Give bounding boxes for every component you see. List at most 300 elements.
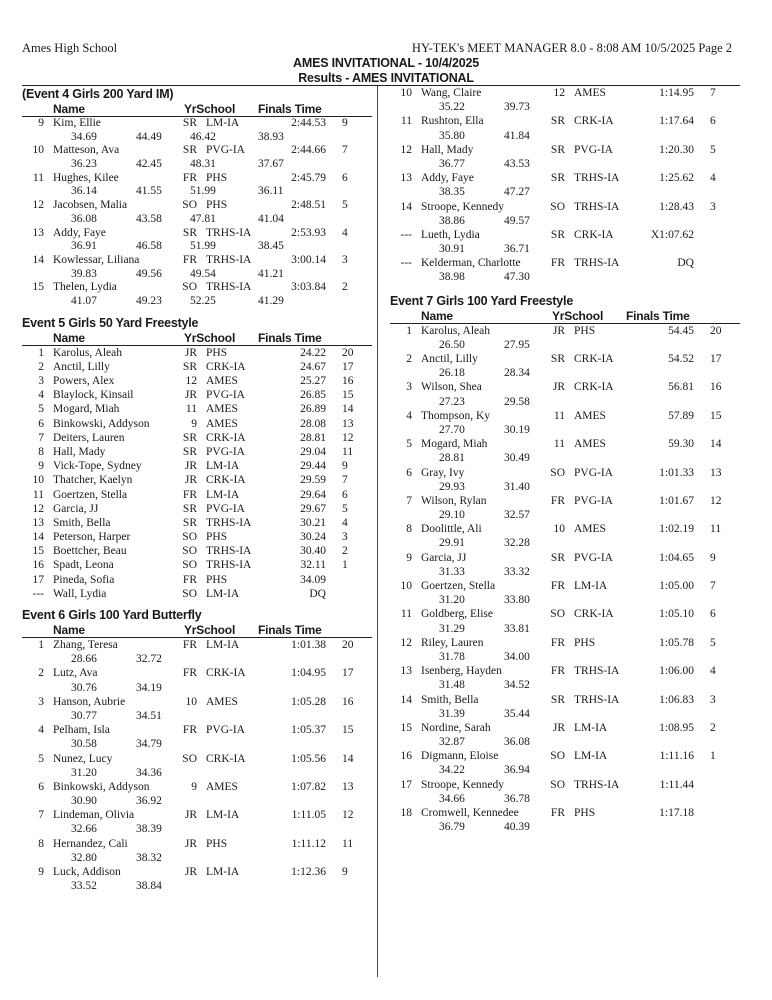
split-1: 41.07 <box>71 294 97 307</box>
result-row <box>390 636 740 650</box>
swimmer-name: Nunez, Lucy <box>53 752 113 765</box>
split-2: 40.39 <box>504 821 530 834</box>
finals-time: 1:11.05 <box>291 809 326 822</box>
year: JR <box>184 389 197 402</box>
year: 10 <box>553 523 565 536</box>
result-row <box>390 551 740 565</box>
points: 11 <box>342 837 354 850</box>
split-times <box>390 157 740 171</box>
swimmer-name: Lueth, Lydia <box>421 228 480 241</box>
event-block <box>22 86 372 309</box>
place: 15 <box>32 545 44 558</box>
school: LM-IA <box>206 488 240 501</box>
points: 3 <box>342 531 348 544</box>
swimmer-name: Addy, Faye <box>53 226 106 239</box>
points: 5 <box>710 143 716 156</box>
event-block <box>22 607 372 893</box>
split-3: 51.99 <box>190 185 216 198</box>
place: 14 <box>32 253 44 266</box>
finals-time: 1:05.56 <box>291 752 326 765</box>
swimmer-name: Stroope, Kennedy <box>421 200 505 213</box>
school: TRHS-IA <box>206 516 252 529</box>
finals-time: 1:06.83 <box>659 693 694 706</box>
points: 14 <box>342 752 354 765</box>
year: FR <box>182 488 197 501</box>
school: LM-IA <box>206 460 240 473</box>
finals-time: 1:28.43 <box>659 200 694 213</box>
finals-time: 29.64 <box>300 488 326 501</box>
split-3: 51.99 <box>190 240 216 253</box>
split-2: 36.08 <box>504 736 530 749</box>
split-2: 41.84 <box>504 129 530 142</box>
split-times <box>22 766 372 780</box>
split-1: 31.39 <box>439 707 465 720</box>
finals-time: 1:04.65 <box>659 551 694 564</box>
split-1: 31.33 <box>439 565 465 578</box>
split-3: 52.25 <box>190 294 216 307</box>
swimmer-name: Kowlessar, Liliana <box>53 253 140 266</box>
finals-time: 1:05.00 <box>659 580 694 592</box>
swimmer-name: Vick-Tope, Sydney <box>53 460 142 473</box>
split-times <box>390 338 740 352</box>
split-3: 46.42 <box>190 130 216 143</box>
swimmer-name: Thelen, Lydia <box>53 281 117 294</box>
split-4: 41.21 <box>258 267 284 280</box>
place: 1 <box>38 639 44 651</box>
split-4: 36.11 <box>258 185 284 198</box>
year: SR <box>550 353 565 365</box>
points: 7 <box>710 87 716 99</box>
split-4: 41.04 <box>258 212 284 225</box>
result-row <box>390 143 740 157</box>
year: FR <box>550 580 565 592</box>
result-row <box>22 865 372 879</box>
result-row <box>390 607 740 621</box>
split-2: 47.30 <box>504 271 530 284</box>
year: SR <box>550 115 565 128</box>
split-4: 41.29 <box>258 294 284 307</box>
points: 4 <box>342 226 348 239</box>
finals-time: DQ <box>677 257 694 270</box>
place: 9 <box>406 551 412 564</box>
school: LM-IA <box>206 587 240 600</box>
event-block <box>390 293 740 835</box>
result-row <box>22 254 372 268</box>
swimmer-name: Hernandez, Cali <box>53 837 128 850</box>
split-2: 34.36 <box>136 766 162 779</box>
swimmer-name: Karolus, Aleah <box>421 324 490 337</box>
swimmer-name: Powers, Alex <box>53 375 115 387</box>
split-2: 33.32 <box>504 565 530 578</box>
result-row <box>390 664 740 678</box>
finals-time: 1:07.82 <box>291 780 326 793</box>
split-2: 36.71 <box>504 243 530 256</box>
school: PVG-IA <box>206 445 245 458</box>
school: TRHS-IA <box>574 665 620 678</box>
column-header-finals-time: Finals Time <box>258 102 322 116</box>
year: SR <box>182 431 197 444</box>
split-4: 38.45 <box>258 240 284 253</box>
year: JR <box>184 346 197 359</box>
split-1: 35.80 <box>439 129 465 142</box>
school: TRHS-IA <box>574 200 620 213</box>
column-header-name: Name <box>53 330 85 345</box>
school: PHS <box>206 346 228 359</box>
place: 14 <box>32 531 44 544</box>
finals-time: 1:11.16 <box>659 750 694 763</box>
split-1: 31.29 <box>439 622 465 635</box>
school: LM-IA <box>574 750 608 763</box>
place: 13 <box>32 516 44 529</box>
split-1: 30.90 <box>71 795 97 808</box>
swimmer-name: Gray, Ivy <box>421 466 465 479</box>
result-row <box>22 573 372 587</box>
finals-time: 1:25.62 <box>659 172 694 185</box>
year: JR <box>552 381 565 394</box>
place: 15 <box>32 281 44 294</box>
split-times <box>390 423 740 437</box>
finals-time: 1:12.36 <box>291 866 326 878</box>
result-row <box>22 172 372 186</box>
school: AMES <box>206 403 238 416</box>
split-2: 33.80 <box>504 594 530 607</box>
school: TRHS-IA <box>574 778 620 791</box>
split-times <box>22 794 372 808</box>
points: 5 <box>342 199 348 212</box>
split-1: 30.76 <box>71 681 97 694</box>
points: 13 <box>342 780 354 793</box>
split-2: 34.00 <box>504 650 530 663</box>
split-times <box>390 185 740 199</box>
column-header-finals-time: Finals Time <box>258 330 322 345</box>
place: 14 <box>400 200 412 213</box>
points: 6 <box>342 171 348 184</box>
school: PHS <box>206 199 228 212</box>
split-times <box>22 879 372 893</box>
year: 10 <box>185 695 197 708</box>
school: LM-IA <box>574 580 608 592</box>
finals-time: 1:06.00 <box>659 665 694 678</box>
split-1: 36.91 <box>71 240 97 253</box>
points: 15 <box>710 409 722 422</box>
place: 12 <box>32 502 44 515</box>
place: 7 <box>38 431 44 444</box>
result-row <box>22 587 372 601</box>
split-times <box>390 763 740 777</box>
split-times <box>390 129 740 143</box>
swimmer-name: Rushton, Ella <box>421 115 484 128</box>
points: 17 <box>342 667 354 680</box>
year: JR <box>184 460 197 473</box>
school: PHS <box>206 531 228 544</box>
points: 2 <box>342 545 348 558</box>
swimmer-name: Garcia, JJ <box>421 551 467 564</box>
result-row <box>22 199 372 213</box>
split-2: 36.92 <box>136 795 162 808</box>
school: AMES <box>574 409 606 422</box>
school: PHS <box>206 171 228 184</box>
points: 3 <box>710 200 716 213</box>
place: 10 <box>32 144 44 157</box>
school: TRHS-IA <box>206 253 252 266</box>
school: TRHS-IA <box>206 281 252 294</box>
points: 6 <box>342 488 348 501</box>
split-2: 43.53 <box>504 157 530 170</box>
split-2: 39.73 <box>504 101 530 114</box>
year: 11 <box>553 409 565 422</box>
school: CRK-IA <box>206 752 246 765</box>
split-3: 47.81 <box>190 212 216 225</box>
split-2: 43.58 <box>136 212 162 225</box>
place: 8 <box>38 837 44 850</box>
year: FR <box>182 639 197 651</box>
finals-time: 1:02.19 <box>659 523 694 536</box>
swimmer-name: Pineda, Sofia <box>53 573 115 586</box>
finals-time: 2:45.79 <box>291 171 326 184</box>
result-row <box>22 473 372 487</box>
place: 8 <box>38 445 44 458</box>
school: CRK-IA <box>574 115 614 128</box>
finals-time: 3:03.84 <box>291 281 326 294</box>
split-times <box>22 268 372 282</box>
points: 17 <box>710 353 722 365</box>
swimmer-name: Isenberg, Hayden <box>421 665 502 678</box>
school: PVG-IA <box>206 389 245 402</box>
split-1: 39.83 <box>71 267 97 280</box>
result-row <box>22 516 372 530</box>
result-row <box>22 666 372 680</box>
finals-time: 1:05.37 <box>291 724 326 737</box>
school: AMES <box>574 87 606 99</box>
swimmer-name: Mogard, Miah <box>421 438 488 451</box>
school: LM-IA <box>206 117 240 129</box>
school: CRK-IA <box>574 608 614 621</box>
split-2: 42.45 <box>136 158 162 171</box>
split-times <box>390 242 740 256</box>
split-2: 29.58 <box>504 395 530 408</box>
split-times <box>390 820 740 834</box>
column-header-yrschool: YrSchool <box>184 623 236 637</box>
swimmer-name: Karolus, Aleah <box>53 346 122 359</box>
finals-time: 1:14.95 <box>659 87 694 99</box>
column-headers <box>390 309 740 324</box>
split-2: 28.34 <box>504 367 530 380</box>
result-row <box>22 544 372 558</box>
split-2: 38.39 <box>136 823 162 836</box>
finals-time: 1:11.44 <box>659 778 694 791</box>
place: 5 <box>406 438 412 451</box>
split-1: 30.91 <box>439 243 465 256</box>
column-header-yrschool: YrSchool <box>184 102 236 116</box>
split-1: 26.50 <box>439 338 465 351</box>
points: 3 <box>342 253 348 266</box>
split-2: 34.52 <box>504 679 530 692</box>
year: SR <box>182 226 197 239</box>
split-2: 49.56 <box>136 267 162 280</box>
split-1: 34.22 <box>439 764 465 777</box>
place: 6 <box>38 417 44 430</box>
place: 6 <box>38 780 44 793</box>
swimmer-name: Doolittle, Ali <box>421 523 482 536</box>
place: 13 <box>400 665 412 678</box>
split-times <box>22 822 372 836</box>
split-2: 31.40 <box>504 480 530 493</box>
school: CRK-IA <box>206 474 246 487</box>
swimmer-name: Kim, Ellie <box>53 117 101 129</box>
place: 2 <box>38 360 44 373</box>
place: 2 <box>38 667 44 680</box>
finals-time: 26.85 <box>300 389 326 402</box>
points: 9 <box>342 866 348 878</box>
finals-time: 1:17.18 <box>659 807 694 819</box>
split-2: 49.57 <box>504 214 530 227</box>
split-1: 28.66 <box>71 653 97 666</box>
year: SO <box>182 587 197 600</box>
result-row <box>390 806 740 820</box>
place: 16 <box>400 750 412 763</box>
split-1: 31.78 <box>439 650 465 663</box>
finals-time: 1:17.64 <box>659 115 694 128</box>
place: 6 <box>406 466 412 479</box>
points: 15 <box>342 389 354 402</box>
year: SR <box>550 228 565 241</box>
event-title: Event 7 Girls 100 Yard Freestyle <box>390 293 574 308</box>
split-1: 31.20 <box>439 594 465 607</box>
finals-time: DQ <box>309 587 326 600</box>
finals-time: 2:48.51 <box>291 199 326 212</box>
year: SO <box>550 750 565 763</box>
split-1: 30.77 <box>71 709 97 722</box>
year: SO <box>182 559 197 572</box>
school: PVG-IA <box>574 466 613 479</box>
year: SO <box>550 608 565 621</box>
year: SO <box>182 199 197 212</box>
split-times <box>22 709 372 723</box>
finals-time: 1:04.95 <box>291 667 326 680</box>
swimmer-name: Zhang, Teresa <box>53 639 118 651</box>
column-headers <box>22 623 372 638</box>
swimmer-name: Smith, Bella <box>53 516 111 529</box>
column-header-yrschool: YrSchool <box>184 330 236 345</box>
finals-time: 57.89 <box>668 409 694 422</box>
points: 9 <box>710 551 716 564</box>
school: TRHS-IA <box>574 693 620 706</box>
swimmer-name: Hall, Mady <box>53 445 106 458</box>
result-row <box>22 346 372 360</box>
split-2: 38.84 <box>136 880 162 893</box>
split-1: 34.66 <box>439 792 465 805</box>
split-1: 34.69 <box>71 130 97 143</box>
points: 6 <box>710 115 716 128</box>
finals-time: 28.08 <box>300 417 326 430</box>
school: TRHS-IA <box>206 559 252 572</box>
points: 7 <box>342 144 348 157</box>
result-row <box>22 388 372 402</box>
result-row <box>22 502 372 516</box>
split-times <box>390 735 740 749</box>
split-4: 38.93 <box>258 130 284 143</box>
result-row <box>22 837 372 851</box>
swimmer-name: Stroope, Kennedy <box>421 778 505 791</box>
result-row <box>390 721 740 735</box>
result-row <box>22 459 372 473</box>
organization-name: Ames High School <box>22 41 118 55</box>
year: JR <box>184 809 197 822</box>
swimmer-name: Peterson, Harper <box>53 531 131 544</box>
points: 14 <box>342 403 354 416</box>
result-row <box>22 360 372 374</box>
year: FR <box>550 636 565 649</box>
finals-time: 30.21 <box>300 516 326 529</box>
points: 20 <box>342 346 354 359</box>
split-2: 36.94 <box>504 764 530 777</box>
school: AMES <box>206 780 238 793</box>
split-1: 32.66 <box>71 823 97 836</box>
place: 17 <box>32 573 44 586</box>
result-row <box>22 402 372 416</box>
finals-time: 25.27 <box>300 375 326 387</box>
swimmer-name: Lindeman, Olivia <box>53 809 135 822</box>
school: CRK-IA <box>574 381 614 394</box>
split-2: 27.95 <box>504 338 530 351</box>
place: 7 <box>406 494 412 507</box>
finals-time: 2:44.66 <box>291 144 326 157</box>
split-times <box>390 565 740 579</box>
split-1: 35.22 <box>439 101 465 114</box>
year: JR <box>552 721 565 734</box>
split-2: 35.44 <box>504 707 530 720</box>
school: TRHS-IA <box>574 172 620 185</box>
split-2: 34.79 <box>136 738 162 751</box>
split-1: 38.98 <box>439 271 465 284</box>
split-times <box>390 480 740 494</box>
school: PVG-IA <box>574 143 613 156</box>
place: 4 <box>38 724 44 737</box>
right-column <box>390 86 740 840</box>
split-1: 38.86 <box>439 214 465 227</box>
split-2: 49.23 <box>136 294 162 307</box>
points: 4 <box>710 665 716 678</box>
swimmer-name: Anctil, Lilly <box>421 353 478 365</box>
finals-time: 24.22 <box>300 346 326 359</box>
place: 3 <box>406 381 412 394</box>
year: SR <box>182 360 197 373</box>
split-1: 26.18 <box>439 367 465 380</box>
place: 2 <box>406 353 412 365</box>
place: 4 <box>38 389 44 402</box>
points: 11 <box>342 445 354 458</box>
result-row <box>390 749 740 763</box>
swimmer-name: Kelderman, Charlotte <box>421 257 521 270</box>
swimmer-name: Pelham, Isla <box>53 724 110 737</box>
split-times <box>390 508 740 522</box>
swimmer-name: Addy, Faye <box>421 172 474 185</box>
split-1: 36.08 <box>71 212 97 225</box>
swimmer-name: Lutz, Ava <box>53 667 98 680</box>
swimmer-name: Hughes, Kilee <box>53 171 119 184</box>
points: 14 <box>710 438 722 451</box>
split-times <box>390 707 740 721</box>
year: FR <box>182 171 197 184</box>
split-times <box>22 652 372 666</box>
school: TRHS-IA <box>574 257 620 270</box>
school: CRK-IA <box>206 667 246 680</box>
place: 9 <box>38 866 44 878</box>
result-row <box>22 431 372 445</box>
swimmer-name: Digmann, Eloise <box>421 750 499 763</box>
finals-time: 26.89 <box>300 403 326 416</box>
swimmer-name: Wilson, Rylan <box>421 494 487 507</box>
